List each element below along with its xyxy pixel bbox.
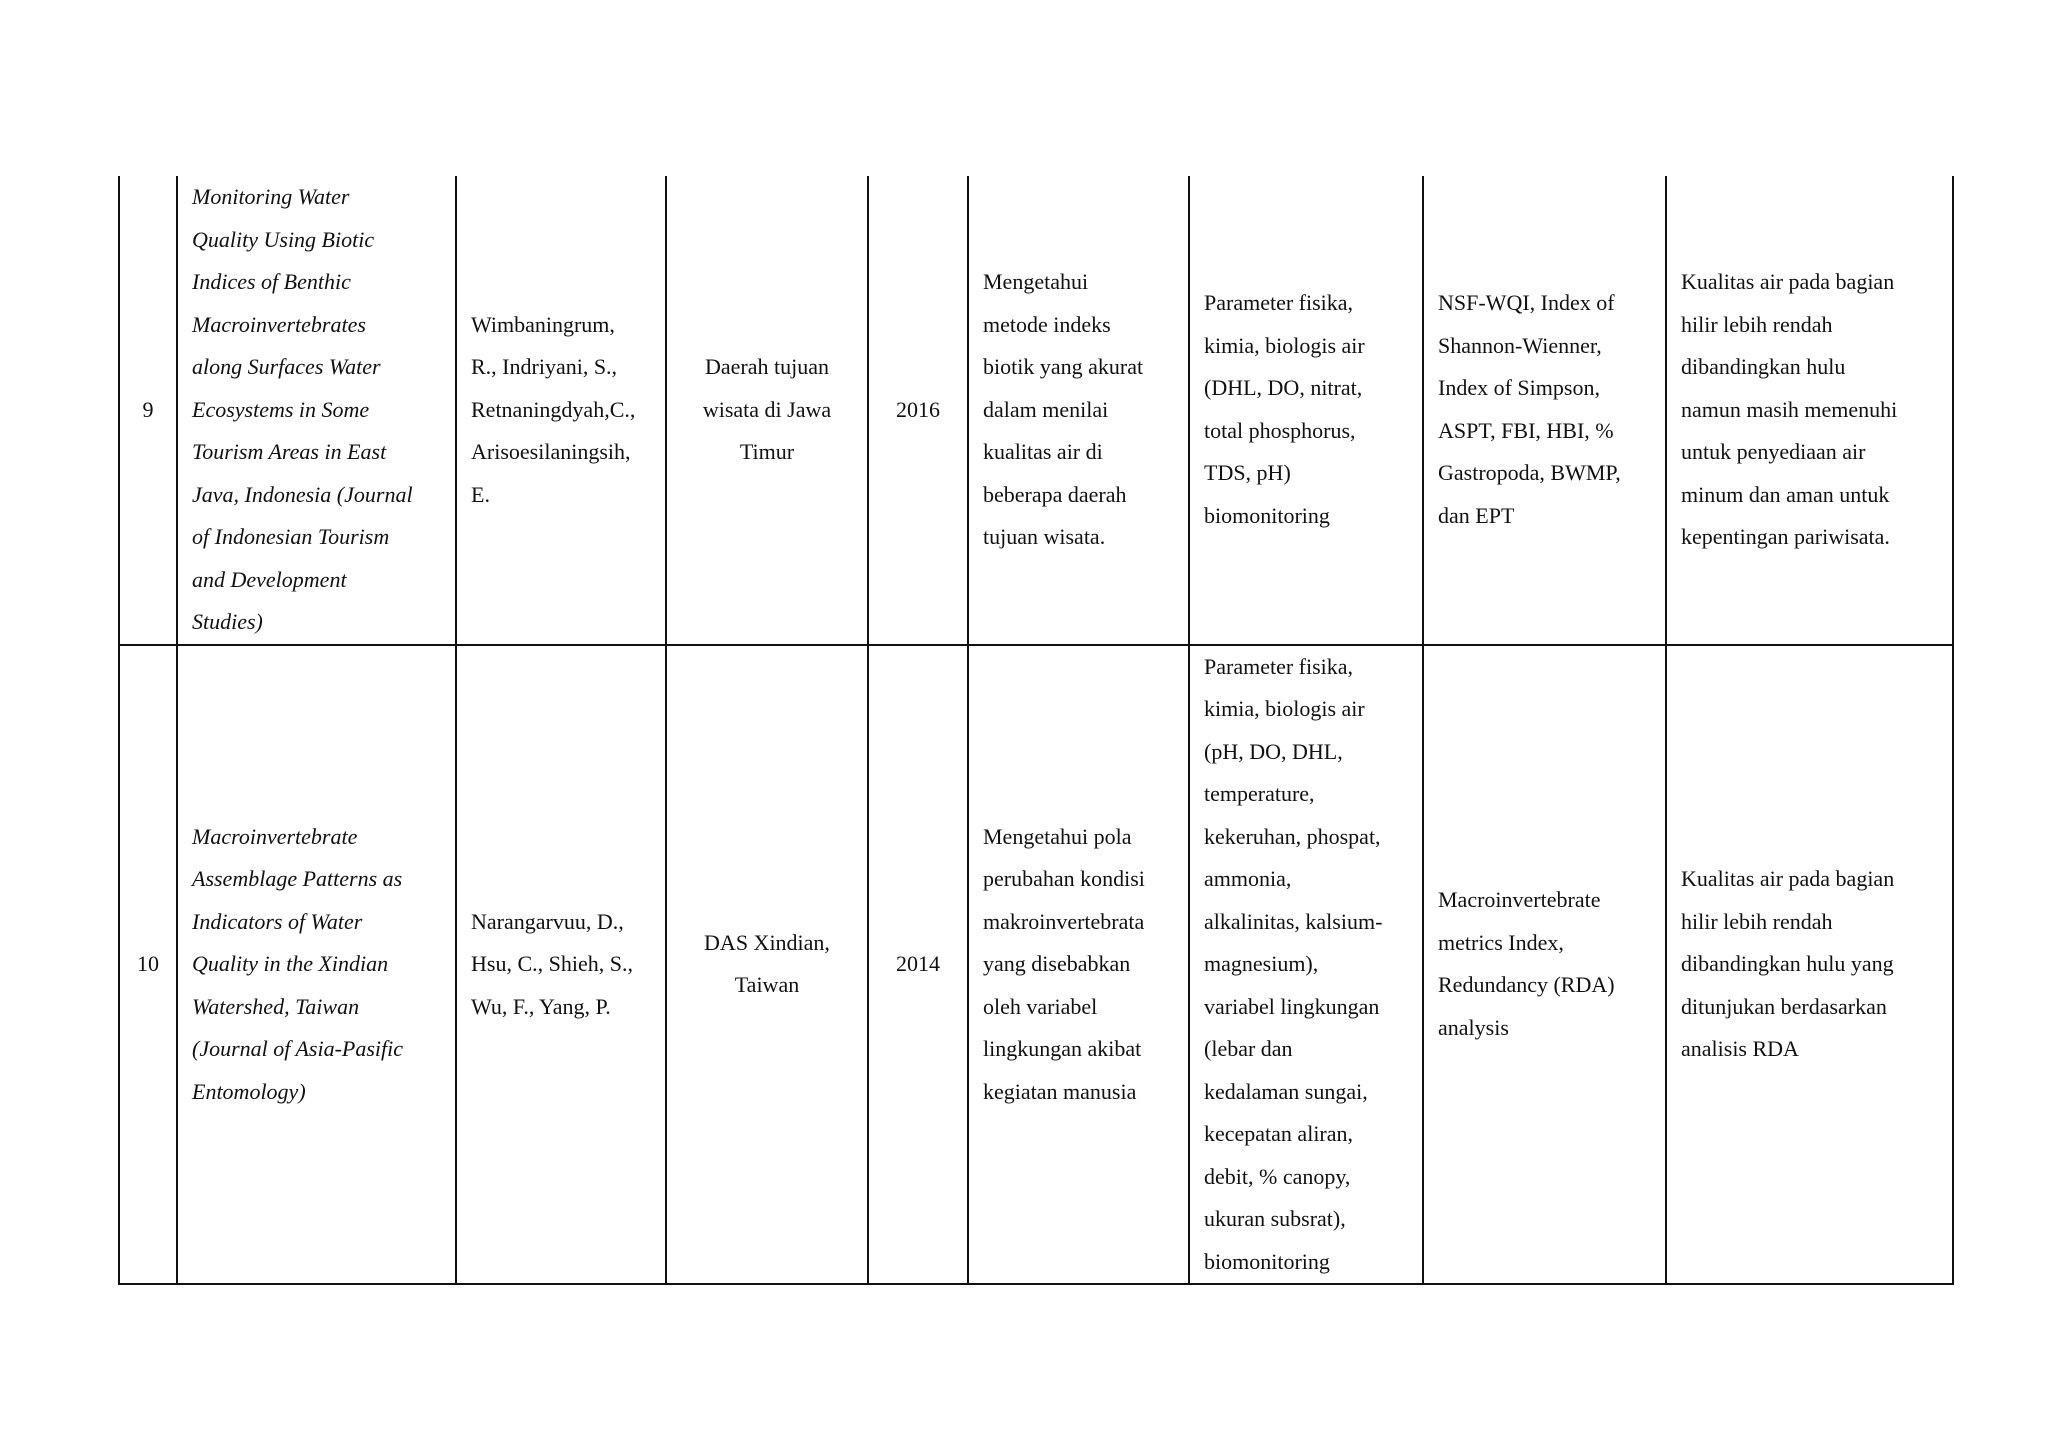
parameters-cell: Parameter fisika, kimia, biologis air (DHL, DO, nitrat, total phosphorus, TDS, pH) biomonitoring <box>1189 176 1423 645</box>
paper-title-cell: Monitoring Water Quality Using Biotic Indices of Benthic Macroinvertebrates along Surfaces Water Ecosystems in Some Tourism Areas in East Java, Indonesia (Journal of Indonesian Tourism and Development Studies) <box>177 176 456 645</box>
parameters-cell: Parameter fisika, kimia, biologis air (pH, DO, DHL, temperature, kekeruhan, phospat, ammonia, alkalinitas, kalsium- magnesium), variabel lingkungan (lebar dan kedalaman sungai, kecepatan aliran, debit, % canopy, ukuran subsrat), biomonitoring <box>1189 645 1423 1285</box>
paper-title-cell: Macroinvertebrate Assemblage Patterns as Indicators of Water Quality in the Xindian Watershed, Taiwan (Journal of Asia-Pasific Entomology) <box>177 645 456 1285</box>
location-cell: Daerah tujuan wisata di Jawa Timur <box>666 176 868 645</box>
authors-cell: Wimbaningrum, R., Indriyani, S., Retnaningdyah,C., Arisoesilaningsih, E. <box>456 176 666 645</box>
purpose-cell: Mengetahui pola perubahan kondisi makroinvertebrata yang disebabkan oleh variabel lingkungan akibat kegiatan manusia <box>968 645 1189 1285</box>
location-cell: DAS Xindian, Taiwan <box>666 645 868 1285</box>
methods-cell: Macroinvertebrate metrics Index, Redundancy (RDA) analysis <box>1423 645 1666 1285</box>
year-cell: 2016 <box>868 176 968 645</box>
row-number-cell: 10 <box>119 645 177 1285</box>
purpose-cell: Mengetahui metode indeks biotik yang akurat dalam menilai kualitas air di beberapa daerah tujuan wisata. <box>968 176 1189 645</box>
table-row <box>119 176 1953 645</box>
results-cell: Kualitas air pada bagian hilir lebih rendah dibandingkan hulu yang ditunjukan berdasarkan analisis RDA <box>1666 645 1953 1285</box>
literature-review-table <box>118 176 1954 1285</box>
row-number-cell: 9 <box>119 176 177 645</box>
year-cell: 2014 <box>868 645 968 1285</box>
authors-cell: Narangarvuu, D., Hsu, C., Shieh, S., Wu, F., Yang, P. <box>456 645 666 1285</box>
table-row <box>119 645 1953 1285</box>
results-cell: Kualitas air pada bagian hilir lebih rendah dibandingkan hulu namun masih memenuhi untuk penyediaan air minum dan aman untuk kepentingan pariwisata. <box>1666 176 1953 645</box>
methods-cell: NSF-WQI, Index of Shannon-Wienner, Index of Simpson, ASPT, FBI, HBI, % Gastropoda, BWMP, dan EPT <box>1423 176 1666 645</box>
